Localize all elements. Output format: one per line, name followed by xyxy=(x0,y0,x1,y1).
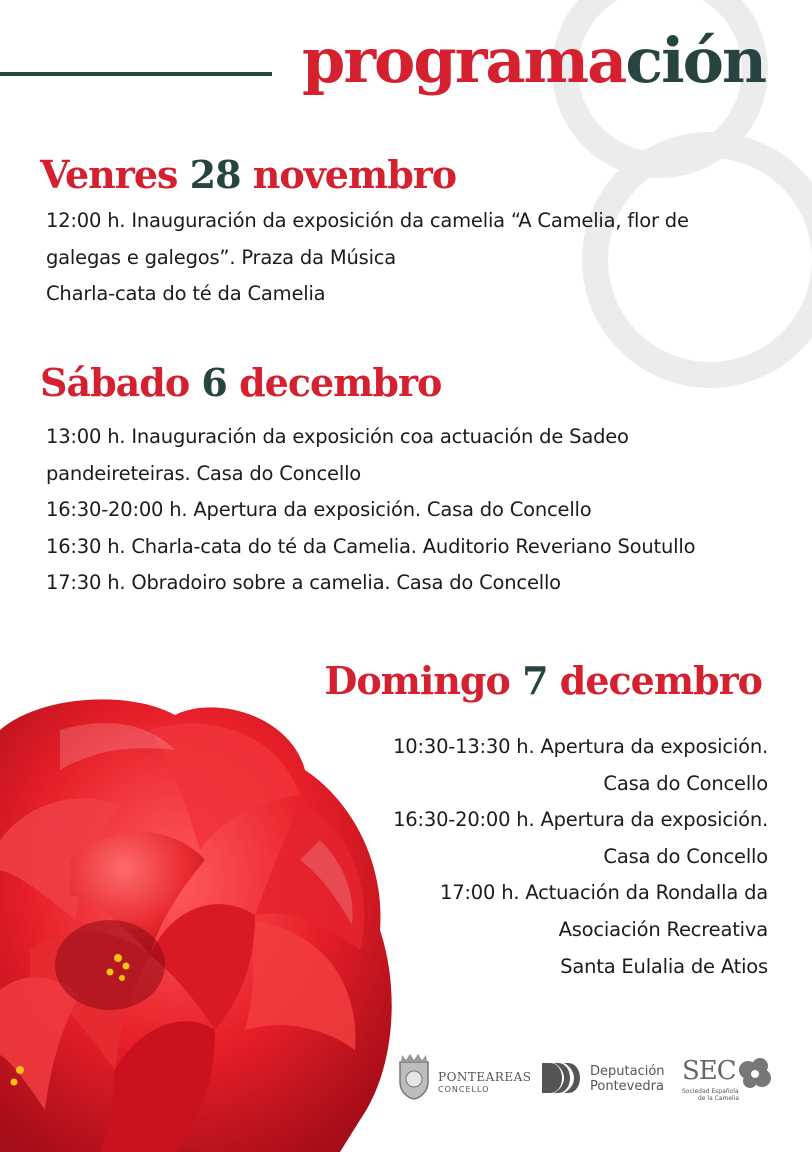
day-month: decembro xyxy=(239,360,442,405)
logo-ponteareas-name: PONTEAREAS xyxy=(438,1070,532,1084)
crest-icon xyxy=(396,1052,432,1100)
logo-ponteareas-sub: CONCELLO xyxy=(438,1085,490,1094)
title-part-red: programa xyxy=(302,24,626,97)
event-line: Casa do Concello xyxy=(603,844,768,868)
event-line: 16:30-20:00 h. Apertura da exposición. Casa do Concello xyxy=(46,498,592,522)
camellia-flower-image xyxy=(0,690,400,1152)
day-number: 6 xyxy=(201,360,227,405)
event-line: Asociación Recreativa xyxy=(558,917,768,941)
event-line: pandeireteiras. Casa do Concello xyxy=(46,461,362,485)
logo-sec xyxy=(682,1050,782,1110)
day-label: Domingo xyxy=(324,658,510,703)
logo-sec-sub2: de la Camelia xyxy=(698,1095,740,1102)
event-line: 12:00 h. Inauguración da exposición da camelia “A Camelia, flor de xyxy=(46,209,689,232)
logo-deputacion-line1: Deputación xyxy=(590,1064,665,1079)
event-line: galegas e galegos”. Praza da Música xyxy=(46,245,397,269)
event-list-venres xyxy=(46,203,689,313)
event-line: Charla-cata do té da Camelia xyxy=(46,282,326,306)
event-list-domingo xyxy=(393,729,768,985)
day-month: decembro xyxy=(559,658,762,703)
logo-sec-sub1: Sociedad Española xyxy=(682,1088,739,1095)
header-rule xyxy=(0,72,272,76)
event-line: 17:00 h. Actuación da Rondalla da xyxy=(440,881,768,905)
event-line: 13:00 h. Inauguración da exposición coa actuación de Sadeo xyxy=(46,425,629,448)
day-heading-domingo xyxy=(324,658,762,703)
logo-ponteareas xyxy=(396,1050,536,1110)
logo-deputacion-line2: Pontevedra xyxy=(590,1079,664,1094)
day-number: 28 xyxy=(189,152,241,197)
day-label: Venres xyxy=(40,152,178,197)
day-label: Sábado xyxy=(40,360,190,405)
day-number: 7 xyxy=(522,658,548,703)
deputacion-mark-icon xyxy=(542,1063,586,1093)
event-line: 16:30 h. Charla-cata do té da Camelia. Auditorio Reveriano Soutullo xyxy=(46,534,696,558)
day-month: novembro xyxy=(252,152,457,197)
event-line: 16:30-20:00 h. Apertura da exposición. xyxy=(393,808,768,832)
camellia-logo-icon xyxy=(732,1056,778,1092)
event-list-sabado xyxy=(46,419,695,602)
day-heading-sabado xyxy=(40,360,442,405)
page-title xyxy=(302,24,766,97)
event-line: Santa Eulalia de Atios xyxy=(560,954,768,978)
event-line: Casa do Concello xyxy=(603,771,768,795)
logo-sec-abbr: SEC xyxy=(682,1056,736,1086)
logo-deputacion xyxy=(542,1050,667,1110)
event-line: 10:30-13:30 h. Apertura da exposición. xyxy=(393,735,768,758)
event-line: 17:30 h. Obradoiro sobre a camelia. Casa do Concello xyxy=(46,571,561,595)
title-part-green: ción xyxy=(625,24,766,97)
day-heading-venres xyxy=(40,152,457,197)
